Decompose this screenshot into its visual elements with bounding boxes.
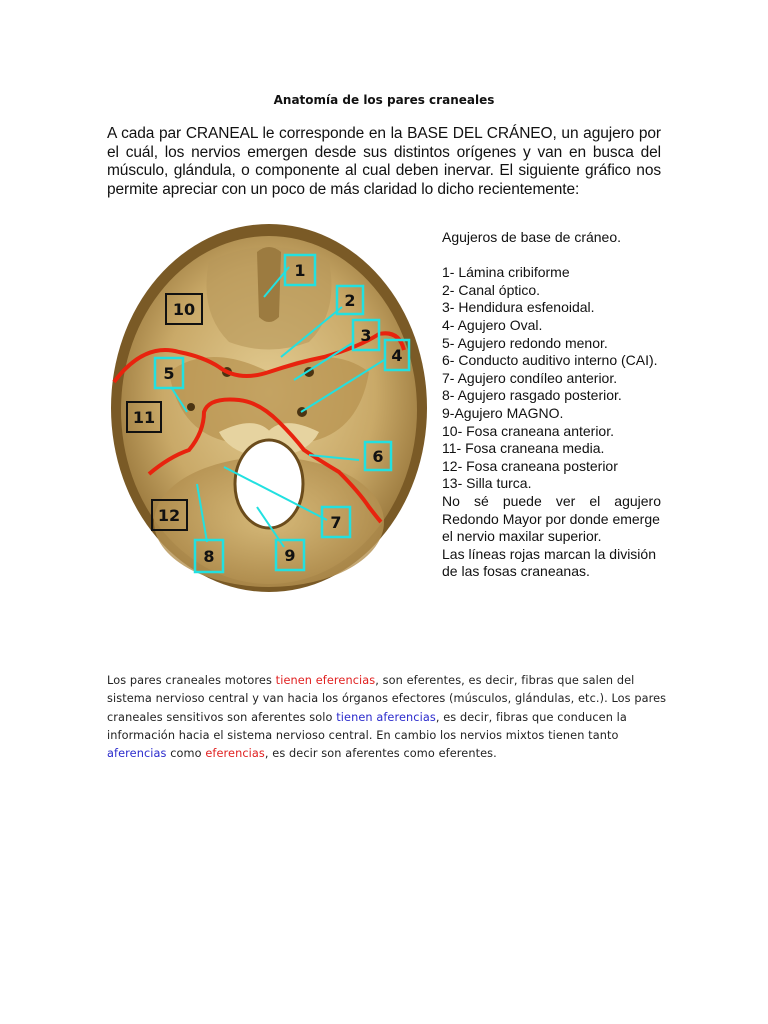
legend-item: 1- Lámina cribiforme (442, 264, 570, 281)
marker-label-3: 3 (360, 326, 372, 345)
marker-label-5: 5 (163, 364, 175, 383)
marker-label-12: 12 (157, 506, 181, 525)
marker-label-2: 2 (344, 291, 356, 310)
legend-item: 3- Hendidura esfenoidal. (442, 299, 595, 316)
cribriform-plate (257, 247, 281, 322)
legend-item: 8- Agujero rasgado posterior. (442, 387, 622, 404)
legend-item: 6- Conducto auditivo interno (CAI). (442, 352, 658, 369)
intro-paragraph: A cada par CRANEAL le corresponde en la BASE DEL CRÁNEO, un agujero por el cuál, los nervios emergen desde sus distintos orígenes y van en busca del músculo, glándula, o componente al cual deben inervar. El siguiente gráfico nos permite apreciar con un poco de más claridad lo dicho recientemente: (107, 125, 661, 198)
marker-label-6: 6 (372, 447, 384, 466)
foramina-legend (442, 229, 661, 581)
legend-note: de las fosas craneanas. (442, 563, 590, 580)
legend-note: el nervio maxilar superior. (442, 528, 602, 545)
marker-label-4: 4 (391, 346, 403, 365)
marker-label-9: 9 (284, 546, 296, 565)
foramen-magnum (235, 440, 303, 528)
legend-item: 12- Fosa craneana posterior (442, 457, 618, 474)
legend-note: Las líneas rojas marcan la división (442, 545, 656, 562)
eferencias-term: eferencias (205, 747, 265, 761)
skull-base-figure (109, 222, 429, 594)
legend-item: 4- Agujero Oval. (442, 316, 543, 333)
marker-label-1: 1 (294, 261, 306, 280)
aferencias-highlight: tienen aferencias (336, 710, 436, 724)
marker-label-8: 8 (203, 547, 215, 566)
legend-item: 2- Canal óptico. (442, 281, 541, 298)
legend-item: 13- Silla turca. (442, 475, 532, 492)
legend-item: 5- Agujero redondo menor. (442, 334, 608, 351)
marker-label-11: 11 (132, 408, 156, 427)
marker-label-10: 10 (172, 300, 196, 319)
aferencias-term: aferencias (107, 747, 167, 761)
legend-heading: Agujeros de base de cráneo. (442, 229, 622, 245)
footer-paragraph: Los pares craneales motores tienen eferencias, son eferentes, es decir, fibras que salen del sistema nervioso central y van hacia los órganos efectores (músculos, glándulas, etc.). Los pares craneales sensitivos son aferentes solo tienen aferencias, es decir, fibras que conducen la información hacia el sistema nervioso central. En cambio los nervios mixtos tienen tanto aferencias como eferencias, es decir son aferentes como eferentes. (107, 674, 667, 761)
legend-item: 11- Fosa craneana media. (442, 440, 605, 457)
page-title: Anatomía de los pares craneales (273, 93, 495, 107)
skull-base-illustration (109, 222, 429, 594)
legend-item: 9-Agujero MAGNO. (442, 404, 564, 421)
legend-item: 7- Agujero condíleo anterior. (442, 369, 618, 386)
legend-note: No sé puede ver el agujero Redondo Mayor por donde emerge (442, 492, 661, 527)
marker-label-7: 7 (330, 513, 342, 532)
eferencias-highlight: tienen eferencias (275, 674, 376, 687)
legend-item: 10- Fosa craneana anterior. (442, 422, 614, 439)
